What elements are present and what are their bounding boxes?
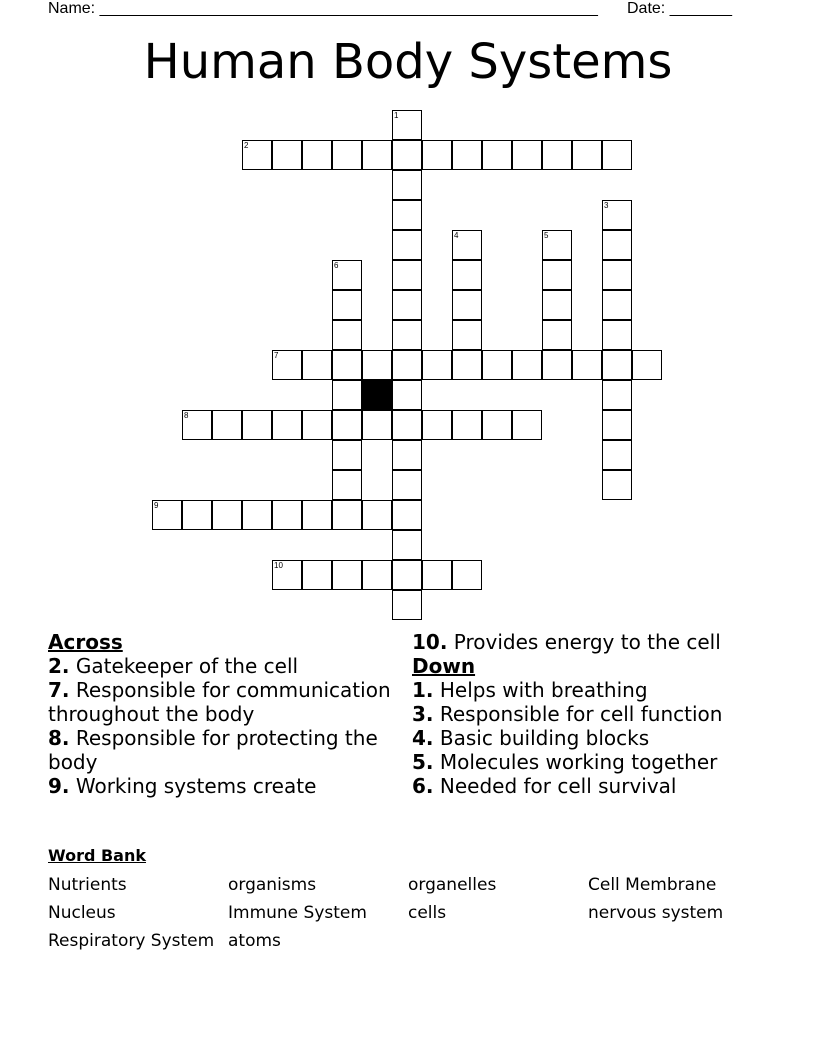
down-clue-3: 3. Responsible for cell function: [412, 702, 723, 726]
crossword-cell[interactable]: [392, 530, 422, 560]
crossword-cell[interactable]: [602, 320, 632, 350]
crossword-cell[interactable]: [572, 350, 602, 380]
crossword-cell[interactable]: [602, 230, 632, 260]
crossword-clue-number: 5: [544, 231, 549, 240]
date-field-label: Date: _______: [627, 0, 732, 17]
crossword-cell[interactable]: [602, 380, 632, 410]
crossword-cell[interactable]: [302, 560, 332, 590]
crossword-cell[interactable]: [602, 410, 632, 440]
crossword-cell[interactable]: [422, 560, 452, 590]
crossword-black-cell: [362, 380, 392, 410]
word-bank-item: Cell Membrane: [588, 875, 717, 895]
crossword-cell[interactable]: [332, 380, 362, 410]
word-bank-item: cells: [408, 903, 447, 923]
crossword-cell[interactable]: [602, 140, 632, 170]
crossword-cell[interactable]: [452, 560, 482, 590]
crossword-cell[interactable]: [362, 500, 392, 530]
crossword-cell[interactable]: [302, 500, 332, 530]
across-clue-7: 7. Responsible for communication throughout the body: [48, 678, 391, 726]
crossword-cell[interactable]: [482, 140, 512, 170]
crossword-cell[interactable]: [512, 350, 542, 380]
crossword-cell[interactable]: [392, 140, 422, 170]
crossword-cell[interactable]: [542, 290, 572, 320]
down-clue-1: 1. Helps with breathing: [412, 678, 648, 702]
crossword-cell[interactable]: [392, 170, 422, 200]
crossword-cell[interactable]: [422, 140, 452, 170]
crossword-cell[interactable]: [482, 350, 512, 380]
crossword-cell[interactable]: [602, 260, 632, 290]
crossword-clue-number: 10: [274, 561, 283, 570]
crossword-cell[interactable]: [182, 500, 212, 530]
crossword-cell[interactable]: [332, 320, 362, 350]
crossword-cell[interactable]: [332, 350, 362, 380]
crossword-cell[interactable]: [212, 410, 242, 440]
across-clue-10: 10. Provides energy to the cell: [412, 630, 721, 654]
crossword-clue-number: 3: [604, 201, 609, 210]
crossword-cell[interactable]: [332, 140, 362, 170]
crossword-cell[interactable]: [392, 470, 422, 500]
crossword-cell[interactable]: [362, 410, 392, 440]
crossword-cell[interactable]: [452, 350, 482, 380]
crossword-cell[interactable]: [512, 410, 542, 440]
crossword-cell[interactable]: [392, 350, 422, 380]
down-clue-4: 4. Basic building blocks: [412, 726, 650, 750]
word-bank-item: atoms: [228, 931, 281, 951]
crossword-cell[interactable]: [452, 410, 482, 440]
crossword-cell[interactable]: [392, 500, 422, 530]
across-clue-2: 2. Gatekeeper of the cell: [48, 654, 299, 678]
crossword-cell[interactable]: [272, 140, 302, 170]
name-field-label: Name: ________________________________________________________: [48, 0, 598, 17]
crossword-cell[interactable]: [392, 440, 422, 470]
word-bank-item: organelles: [408, 875, 497, 895]
across-clue-9: 9. Working systems create: [48, 774, 317, 798]
crossword-cell[interactable]: [392, 290, 422, 320]
crossword-clue-number: 8: [184, 411, 189, 420]
crossword-cell[interactable]: [542, 350, 572, 380]
crossword-cell[interactable]: [392, 200, 422, 230]
crossword-cell[interactable]: [242, 410, 272, 440]
crossword-cell[interactable]: [332, 470, 362, 500]
crossword-cell[interactable]: [602, 440, 632, 470]
crossword-cell[interactable]: [392, 590, 422, 620]
crossword-cell[interactable]: [212, 500, 242, 530]
crossword-cell[interactable]: [332, 440, 362, 470]
crossword-cell[interactable]: [392, 410, 422, 440]
crossword-clue-number: 2: [244, 141, 249, 150]
crossword-clue-number: 1: [394, 111, 399, 120]
crossword-cell[interactable]: [452, 140, 482, 170]
word-bank-item: organisms: [228, 875, 317, 895]
crossword-clue-number: 4: [454, 231, 459, 240]
crossword-cell[interactable]: [452, 320, 482, 350]
crossword-clue-number: 9: [154, 501, 159, 510]
crossword-cell[interactable]: [602, 350, 632, 380]
crossword-cell[interactable]: [392, 230, 422, 260]
crossword-cell[interactable]: [512, 140, 542, 170]
crossword-cell[interactable]: [302, 410, 332, 440]
word-bank-item: nervous system: [588, 903, 724, 923]
down-heading: Down: [412, 654, 476, 678]
crossword-cell[interactable]: [332, 560, 362, 590]
crossword-cell[interactable]: [302, 140, 332, 170]
crossword-cell[interactable]: [362, 350, 392, 380]
across-clues: [48, 630, 393, 798]
crossword-cell[interactable]: [482, 410, 512, 440]
crossword-cell[interactable]: [332, 410, 362, 440]
word-bank-item: Respiratory System: [48, 931, 215, 951]
crossword-cell[interactable]: [542, 140, 572, 170]
crossword-cell[interactable]: [362, 140, 392, 170]
crossword-cell[interactable]: [632, 350, 662, 380]
crossword-cell[interactable]: [572, 140, 602, 170]
crossword-cell[interactable]: [422, 410, 452, 440]
word-bank-item: Nutrients: [48, 875, 127, 895]
across-clue-8: 8. Responsible for protecting the body: [48, 726, 378, 774]
crossword-cell[interactable]: [392, 260, 422, 290]
down-clues: [412, 630, 772, 798]
crossword-clue-number: 7: [274, 351, 279, 360]
crossword-cell[interactable]: [272, 410, 302, 440]
crossword-cell[interactable]: [602, 470, 632, 500]
crossword-cell[interactable]: [332, 500, 362, 530]
crossword-cell[interactable]: [452, 290, 482, 320]
crossword-cell[interactable]: [452, 260, 482, 290]
crossword-clue-number: 6: [334, 261, 339, 270]
crossword-cell[interactable]: [362, 560, 392, 590]
crossword-cell[interactable]: [392, 380, 422, 410]
word-bank-heading: Word Bank: [48, 846, 147, 865]
crossword-cell[interactable]: [542, 320, 572, 350]
across-heading: Across: [48, 630, 123, 654]
crossword-cell[interactable]: [392, 320, 422, 350]
down-clue-5: 5. Molecules working together: [412, 750, 718, 774]
crossword-cell[interactable]: [422, 350, 452, 380]
crossword-cell[interactable]: [302, 350, 332, 380]
crossword-cell[interactable]: [242, 500, 272, 530]
crossword-cell[interactable]: [542, 260, 572, 290]
word-bank-item: Nucleus: [48, 903, 116, 923]
crossword-cell[interactable]: [272, 500, 302, 530]
crossword-cell[interactable]: [392, 560, 422, 590]
crossword-cell[interactable]: [332, 290, 362, 320]
page-title: Human Body Systems: [143, 34, 673, 90]
down-clue-6: 6. Needed for cell survival: [412, 774, 677, 798]
crossword-cell[interactable]: [602, 290, 632, 320]
word-bank-item: Immune System: [228, 903, 367, 923]
